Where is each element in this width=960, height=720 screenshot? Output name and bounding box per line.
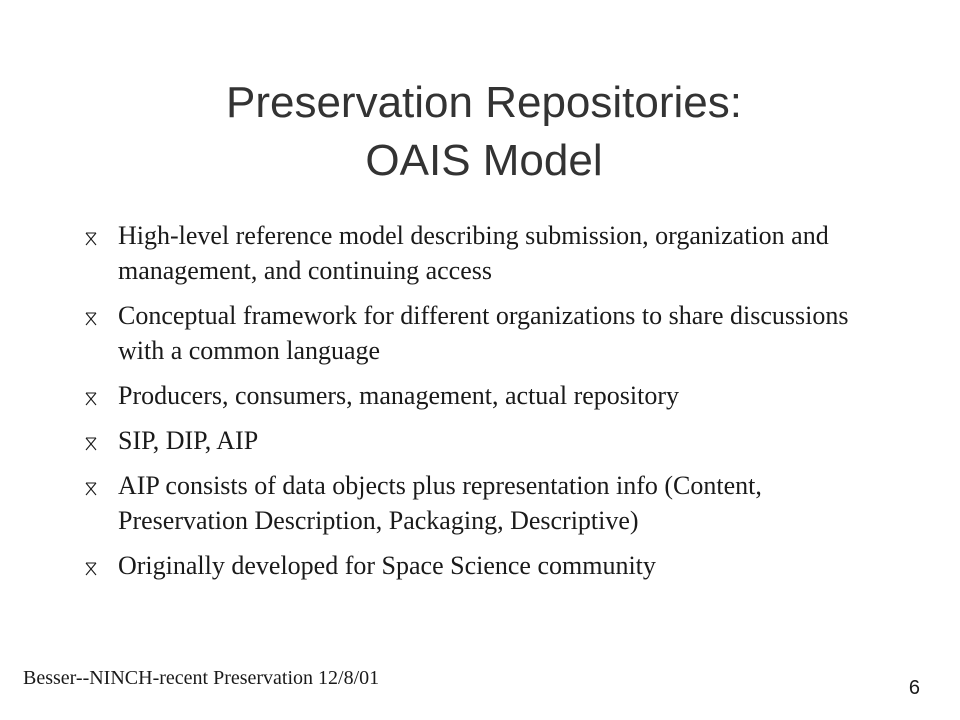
bullet-item xyxy=(84,298,884,368)
bullet-list xyxy=(84,218,884,593)
slide-title-line-2: OAIS Model xyxy=(365,136,603,185)
bullet-item xyxy=(84,548,884,583)
hourglass-bullet-icon xyxy=(84,312,98,326)
bullet-text: Conceptual framework for different organizations to share discussions with a common language xyxy=(118,301,849,365)
bullet-item xyxy=(84,468,884,538)
hourglass-bullet-icon xyxy=(84,437,98,451)
bullet-text: SIP, DIP, AIP xyxy=(118,426,259,455)
bullet-text: High-level reference model describing submission, organization and management, and continuing access xyxy=(118,221,829,285)
page-number: 6 xyxy=(908,677,920,699)
slide-footer: Besser--NINCH-recent Preservation 12/8/01 xyxy=(23,667,380,689)
hourglass-bullet-icon xyxy=(84,392,98,406)
hourglass-bullet-icon xyxy=(84,232,98,246)
slide-title xyxy=(0,74,960,190)
hourglass-bullet-icon xyxy=(84,482,98,496)
bullet-item xyxy=(84,423,884,458)
slide-title-line-1: Preservation Repositories: xyxy=(225,78,742,127)
bullet-text: Producers, consumers, management, actual repository xyxy=(118,381,679,410)
bullet-text: AIP consists of data objects plus representation info (Content, Preservation Description, Packaging, Descriptive) xyxy=(118,471,762,535)
hourglass-bullet-icon xyxy=(84,562,98,576)
bullet-item xyxy=(84,378,884,413)
bullet-text: Originally developed for Space Science community xyxy=(118,551,656,580)
bullet-item xyxy=(84,218,884,288)
